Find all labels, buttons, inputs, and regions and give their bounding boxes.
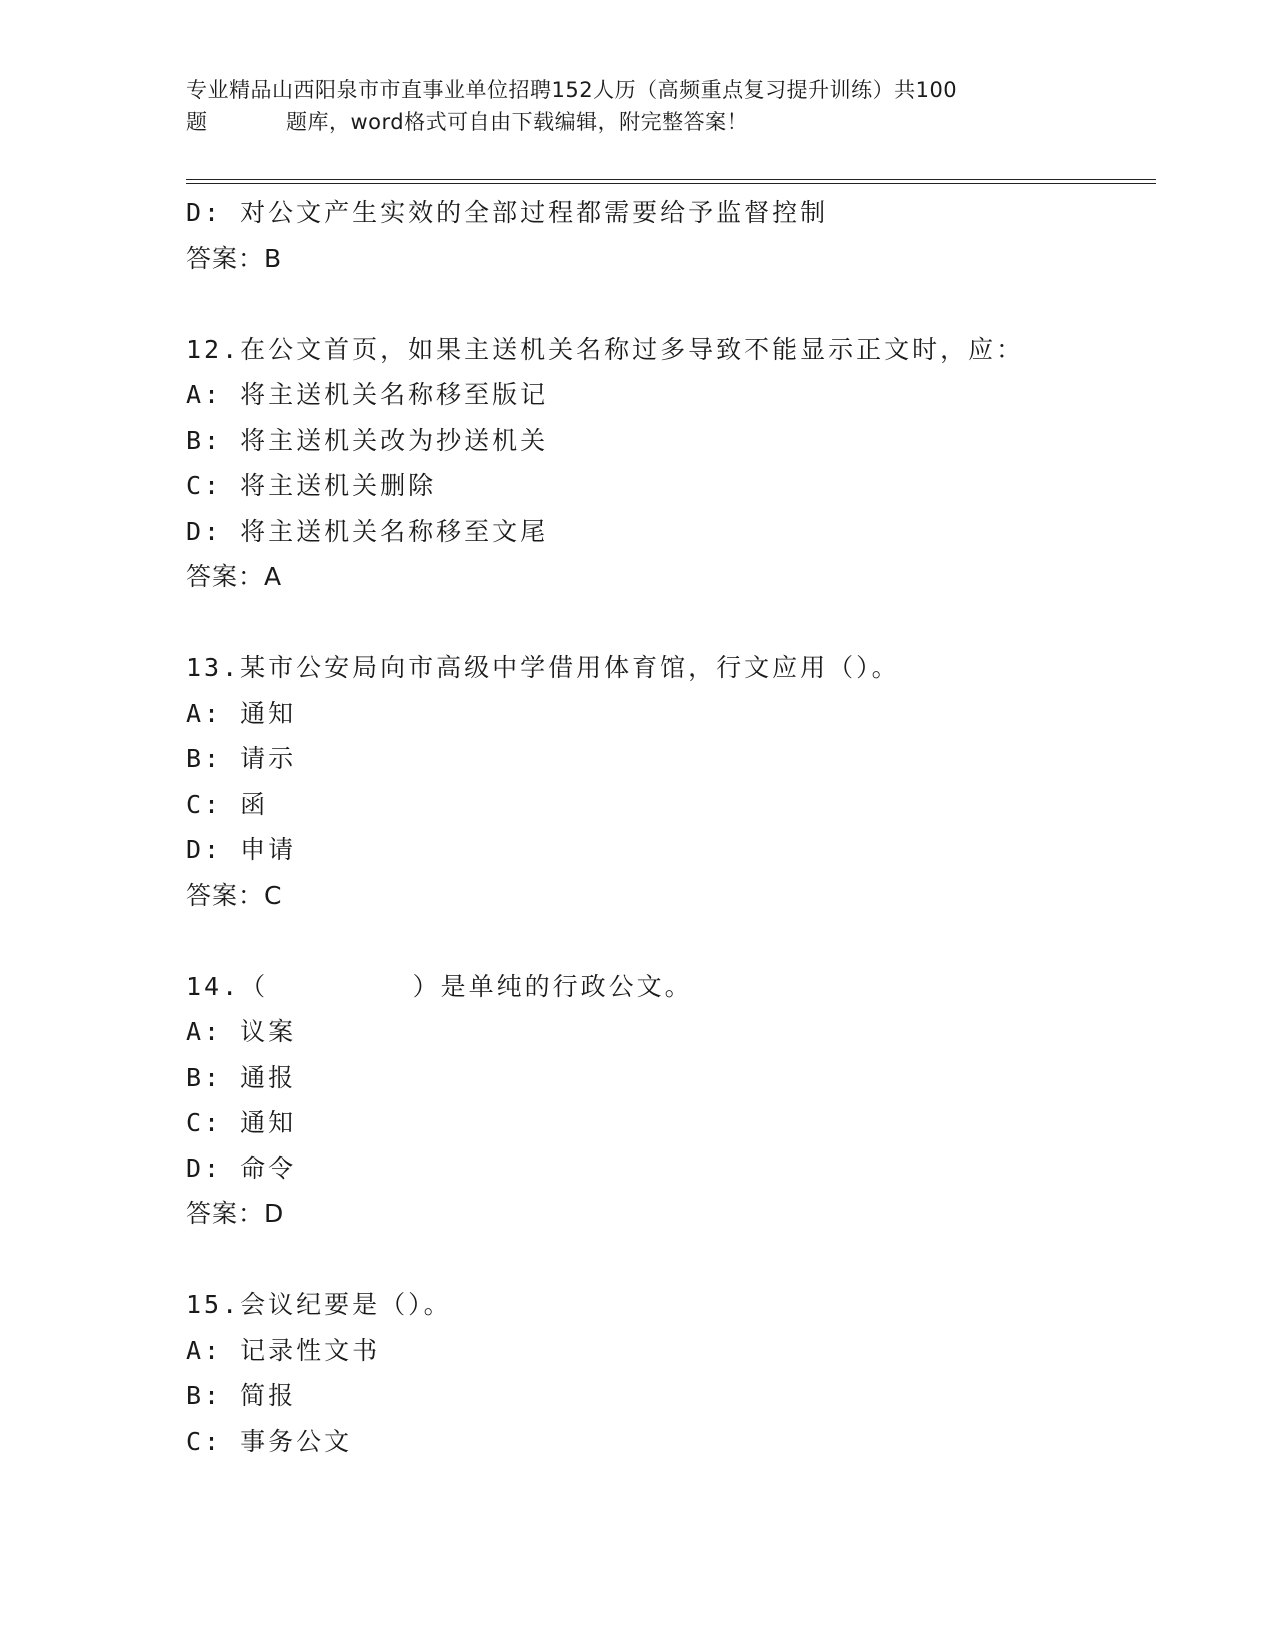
option-d: D: 对公文产生实效的全部过程都需要给予监督控制 xyxy=(186,198,829,227)
option-a: A: 通知 xyxy=(186,698,297,728)
header-title-line2 xyxy=(186,106,1086,138)
question-block-11 xyxy=(186,190,1156,281)
question-block-15 xyxy=(186,1282,1156,1464)
header-divider-top xyxy=(186,179,1156,180)
option-c: C: 将主送机关删除 xyxy=(186,471,437,500)
option-b: B: 请示 xyxy=(186,744,297,773)
spacer xyxy=(186,600,1156,646)
option-c: C: 通知 xyxy=(186,1108,297,1137)
option-b: B: 通报 xyxy=(186,1062,297,1092)
answer-line: 答案：C xyxy=(186,880,283,910)
page-header xyxy=(186,74,1086,138)
option-d: D: 命令 xyxy=(186,1153,297,1183)
option-c: C: 函 xyxy=(186,789,269,819)
header-divider-bottom xyxy=(186,183,1156,184)
option-b: B: 简报 xyxy=(186,1381,297,1410)
question-block-13 xyxy=(186,645,1156,918)
header-title-line1: 专业精品山西阳泉市市直事业单位招聘152人历（高频重点复习提升训练）共100 xyxy=(186,78,958,102)
question-list xyxy=(186,190,1156,1464)
option-d: D: 将主送机关名称移至文尾 xyxy=(186,516,549,546)
question-text: 14.（ ）是单纯的行政公文。 xyxy=(186,971,693,1001)
question-block-12 xyxy=(186,327,1156,600)
question-block-14 xyxy=(186,964,1156,1237)
answer-line: 答案：D xyxy=(186,1199,285,1228)
option-a: A: 记录性文书 xyxy=(186,1335,381,1365)
question-text: 12.在公文首页，如果主送机关名称过多导致不能显示正文时，应： xyxy=(186,334,1025,364)
header-title-line2-right: 题库，word格式可自由下载编辑，附完整答案！ xyxy=(286,110,749,134)
answer-line: 答案：B xyxy=(186,243,283,273)
spacer xyxy=(186,918,1156,964)
option-b: B: 将主送机关改为抄送机关 xyxy=(186,425,549,455)
answer-line: 答案：A xyxy=(186,562,283,591)
question-text: 13.某市公安局向市高级中学借用体育馆，行文应用（）。 xyxy=(186,653,900,682)
option-d: D: 申请 xyxy=(186,835,297,864)
spacer xyxy=(186,281,1156,327)
header-title-line2-left: 题 xyxy=(186,110,208,134)
question-text: 15.会议纪要是（）。 xyxy=(186,1290,452,1319)
spacer xyxy=(186,1237,1156,1283)
option-a: A: 议案 xyxy=(186,1017,297,1046)
option-c: C: 事务公文 xyxy=(186,1426,353,1456)
option-a: A: 将主送机关名称移至版记 xyxy=(186,380,549,409)
